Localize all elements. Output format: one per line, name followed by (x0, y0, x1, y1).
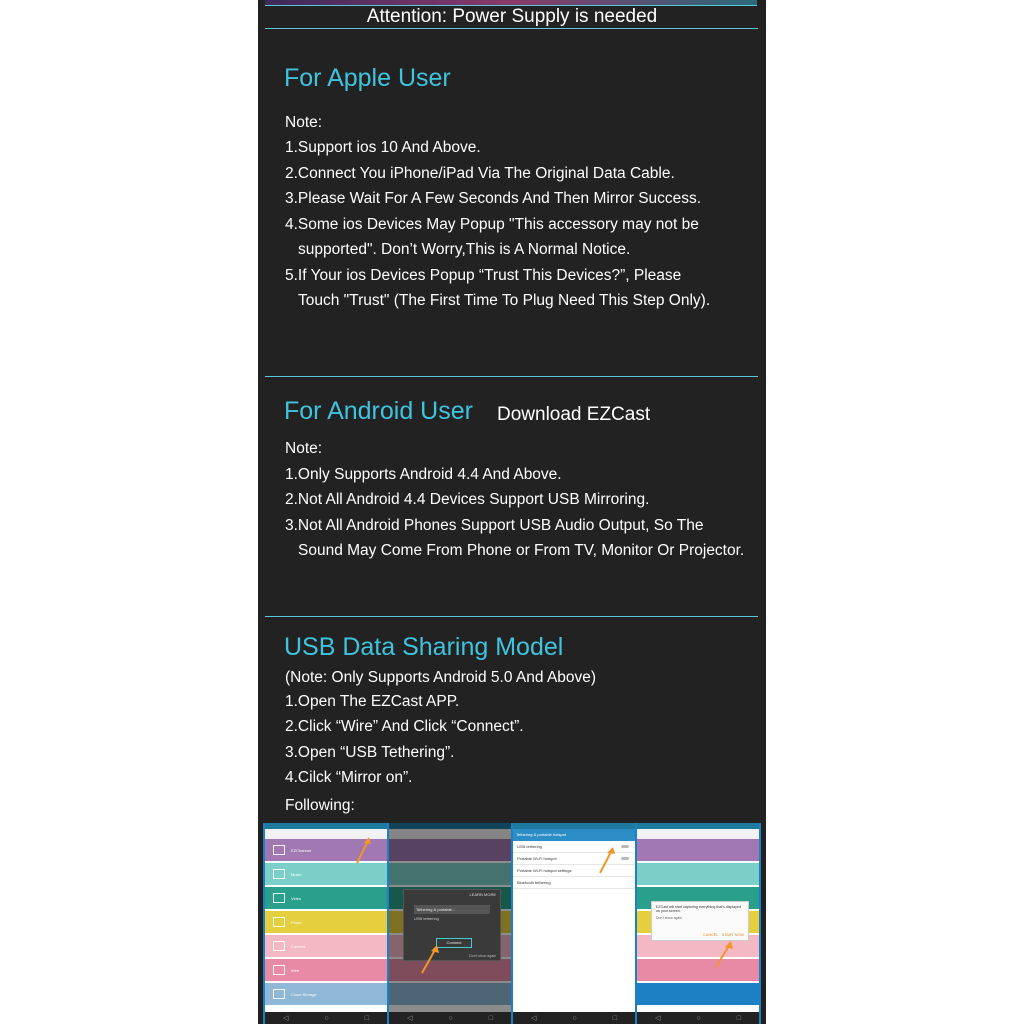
menu-item (637, 959, 759, 981)
pointer-arrow-icon (713, 939, 735, 969)
cloud-icon (273, 989, 285, 999)
android-item: 1.Only Supports Android 4.4 And Above. (285, 466, 562, 483)
cast-message: EZCast will start capturing everything that's displayed on your screen. (656, 905, 741, 913)
usb-item: 3.Open “USB Tethering”. (285, 744, 455, 761)
learn-more-link[interactable]: LEARN MORE (469, 892, 496, 897)
recents-icon[interactable]: □ (488, 1014, 493, 1022)
recents-icon[interactable]: □ (612, 1014, 617, 1022)
pointer-arrow-icon (419, 943, 441, 975)
divider (265, 28, 758, 29)
menu-item-music[interactable]: Music (265, 863, 387, 885)
row-label: Portable Wi-Fi hotspot (517, 856, 557, 861)
android-item: 3.Not All Android Phones Support USB Audio Output, So The (285, 517, 704, 534)
apple-item: 3.Please Wait For A Few Seconds And Then Mirror Success. (285, 190, 702, 207)
cancel-button[interactable]: CANCEL (703, 933, 719, 937)
download-ezcast-label: Download EZCast (497, 404, 651, 425)
divider (265, 616, 758, 617)
pointer-arrow-icon (353, 835, 373, 865)
apple-item: supported". Don’t Worry,This is A Normal Notice. (298, 241, 631, 258)
recents-icon[interactable]: □ (364, 1014, 369, 1022)
bluetooth-tethering-row[interactable] (513, 877, 635, 889)
menu-item-cloud[interactable]: Cloud Storage (265, 983, 387, 1005)
menu-item-video[interactable]: Video (265, 887, 387, 909)
start-now-button[interactable]: START NOW (721, 933, 744, 937)
recents-icon[interactable]: □ (736, 1014, 741, 1022)
android-item: 2.Not All Android 4.4 Devices Support USB Mirroring. (285, 491, 650, 508)
row-label: Portable Wi-Fi hotspot settings (517, 868, 572, 873)
wifi-hotspot-toggle[interactable] (621, 857, 629, 860)
apple-item: 4.Some ios Devices May Popup "This accessory may not be (285, 216, 699, 233)
phone-screen-app-menu (265, 823, 387, 1024)
dialog-title: Tethering & portable... (414, 905, 490, 914)
apple-heading: For Apple User (284, 64, 451, 92)
phone-screen-tethering-settings (513, 823, 635, 1024)
tv-icon (273, 845, 285, 855)
menu-item (637, 863, 759, 885)
cast-buttons (703, 933, 744, 937)
menu-item (637, 839, 759, 861)
dont-show-checkbox[interactable]: Don't show again (469, 954, 496, 958)
home-icon[interactable]: ○ (324, 1014, 329, 1022)
app-toolbar (637, 829, 759, 839)
apple-item: Touch "Trust" (The First Time To Plug Need This Step Only). (298, 292, 711, 309)
product-description-panel (258, 0, 766, 1024)
menu-item-camera[interactable]: Camera (265, 935, 387, 957)
home-icon[interactable]: ○ (572, 1014, 577, 1022)
following-label: Following: (285, 797, 355, 814)
home-icon[interactable]: ○ (448, 1014, 453, 1022)
android-nav-bar (389, 1012, 511, 1024)
menu-item-ezchannel[interactable]: EZChannel (265, 839, 387, 861)
menu-item (637, 983, 759, 1005)
apple-item: 5.If Your ios Devices Popup “Trust This Devices?”, Please (285, 267, 682, 284)
menu-item-photo[interactable]: Photo (265, 911, 387, 933)
back-icon[interactable]: ◁ (531, 1015, 537, 1022)
home-icon[interactable]: ○ (696, 1014, 701, 1022)
android-item: Sound May Come From Phone or From TV, Monitor Or Projector. (298, 542, 745, 559)
usb-item: 4.Cilck “Mirror on”. (285, 769, 413, 786)
android-note-label: Note: (285, 440, 323, 457)
apple-item: 1.Support ios 10 And Above. (285, 139, 481, 156)
music-icon (273, 869, 285, 879)
android-nav-bar (637, 1012, 759, 1024)
cast-permission-dialog (651, 901, 749, 941)
apple-note-label: Note: (285, 114, 323, 131)
connect-button[interactable]: Connect (436, 938, 472, 948)
video-icon (273, 893, 285, 903)
menu-item-web[interactable]: Web (265, 959, 387, 981)
photo-icon (273, 917, 285, 927)
usb-item: 2.Click “Wire” And Click “Connect”. (285, 718, 524, 735)
pointer-arrow-icon (597, 845, 617, 875)
usb-item: 1.Open The EZCast APP. (285, 693, 460, 710)
dialog-usb-row[interactable]: USB tethering (414, 916, 439, 921)
phone-screen-connect (389, 823, 511, 1024)
usb-note: (Note: Only Supports Android 5.0 And Above) (285, 669, 597, 686)
back-icon[interactable]: ◁ (283, 1015, 289, 1022)
usb-tethering-toggle[interactable] (621, 845, 629, 848)
back-icon[interactable]: ◁ (655, 1015, 661, 1022)
cast-dont-show-checkbox[interactable]: Don't show again (656, 916, 682, 920)
attention-banner: Attention: Power Supply is needed (366, 6, 658, 27)
android-nav-bar (513, 1012, 635, 1024)
settings-title: Tethering & portable hotspot (513, 829, 635, 841)
camera-icon (273, 941, 285, 951)
divider (265, 376, 758, 377)
ezcast-screenshots (263, 823, 761, 1024)
back-icon[interactable]: ◁ (407, 1015, 413, 1022)
phone-screen-start-cast (637, 823, 759, 1024)
android-heading: For Android User (284, 397, 473, 425)
android-nav-bar (265, 1012, 387, 1024)
row-label: USB tethering (517, 844, 542, 849)
apple-item: 2.Connect You iPhone/iPad Via The Original Data Cable. (285, 165, 675, 182)
usb-heading: USB Data Sharing Model (284, 633, 564, 661)
row-label: Bluetooth tethering (517, 880, 551, 885)
globe-icon (273, 965, 285, 975)
wire-dialog (403, 889, 501, 961)
